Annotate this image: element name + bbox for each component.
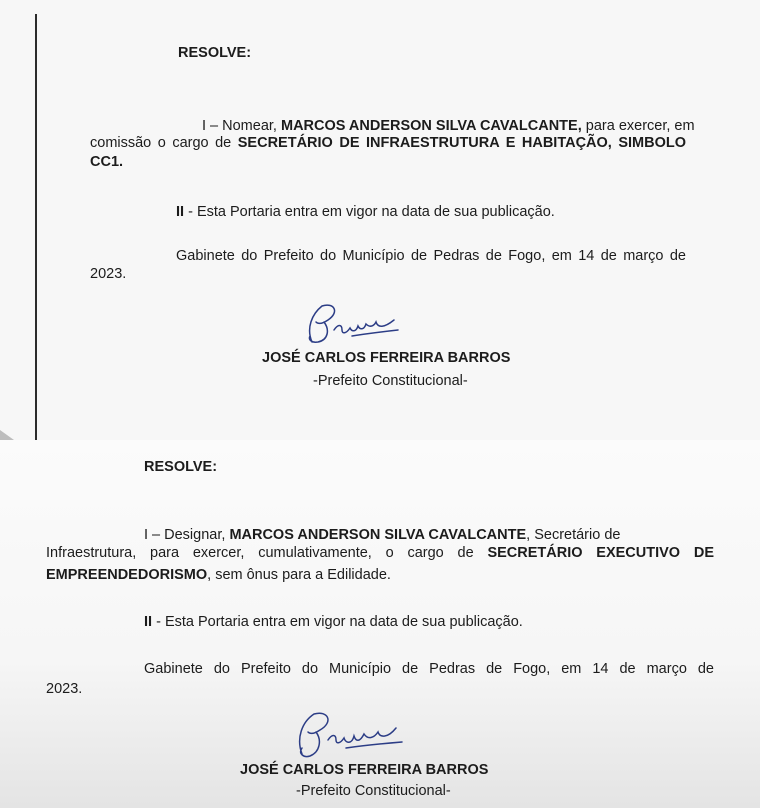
- gabinete-year: 2023.: [46, 681, 83, 697]
- signer-title: -Prefeito Constitucional-: [296, 783, 451, 799]
- article-2-text: - Esta Portaria entra em vigor na data de sua publicação.: [152, 614, 523, 630]
- position-title-continued: EMPREENDEDORISMO: [46, 567, 208, 583]
- article-1-mid: , Secretário de: [526, 527, 621, 543]
- gabinete-year: 2023.: [90, 266, 127, 282]
- position-title: SECRETÁRIO EXECUTIVO DE: [487, 545, 714, 561]
- article-1-line-2-text: comissão o cargo de: [90, 135, 238, 151]
- resolve-heading: RESOLVE:: [178, 45, 252, 61]
- article-1-line-2: [90, 134, 686, 152]
- article-1-line-1: [202, 117, 695, 135]
- article-1-line-3-text: , sem ônus para a Edilidade.: [207, 567, 391, 583]
- margin-rule: [35, 14, 37, 440]
- signature-image: [294, 300, 414, 348]
- appointee-name: MARCOS ANDERSON SILVA CAVALCANTE: [229, 527, 527, 543]
- article-2-label: II: [144, 614, 153, 630]
- article-1-line-2: [46, 544, 714, 562]
- signer-name: JOSÉ CARLOS FERREIRA BARROS: [240, 762, 489, 778]
- article-1-mid: para exercer, em: [581, 118, 695, 134]
- article-2-label: II: [176, 204, 185, 220]
- article-2: [144, 613, 523, 631]
- portaria-document-2: [0, 440, 760, 808]
- article-1-prefix: I – Designar,: [144, 527, 230, 543]
- signature-image: [284, 708, 414, 764]
- gabinete-line-1: Gabinete do Prefeito do Município de Pedras de Fogo, em 14 de março de: [144, 661, 714, 677]
- article-2-text: - Esta Portaria entra em vigor na data de sua publicação.: [184, 204, 555, 220]
- article-1-line-3: [46, 566, 391, 584]
- article-2: [176, 203, 555, 221]
- position-title: SECRETÁRIO DE INFRAESTRUTURA E HABITAÇÃO, SIMBOLO: [237, 135, 686, 151]
- signer-name: JOSÉ CARLOS FERREIRA BARROS: [262, 350, 511, 366]
- appointee-name: MARCOS ANDERSON SILVA CAVALCANTE,: [280, 118, 582, 134]
- article-1-prefix: I – Nomear,: [202, 118, 281, 134]
- signer-title: -Prefeito Constitucional-: [313, 373, 468, 389]
- article-1-line-1: [144, 526, 620, 544]
- gabinete-line-1: Gabinete do Prefeito do Município de Pedras de Fogo, em 14 de março de: [176, 248, 686, 264]
- resolve-heading: RESOLVE:: [144, 459, 218, 475]
- article-1-line-2-text: Infraestrutura, para exercer, cumulativamente, o cargo de: [46, 545, 488, 561]
- position-symbol: CC1.: [90, 154, 124, 170]
